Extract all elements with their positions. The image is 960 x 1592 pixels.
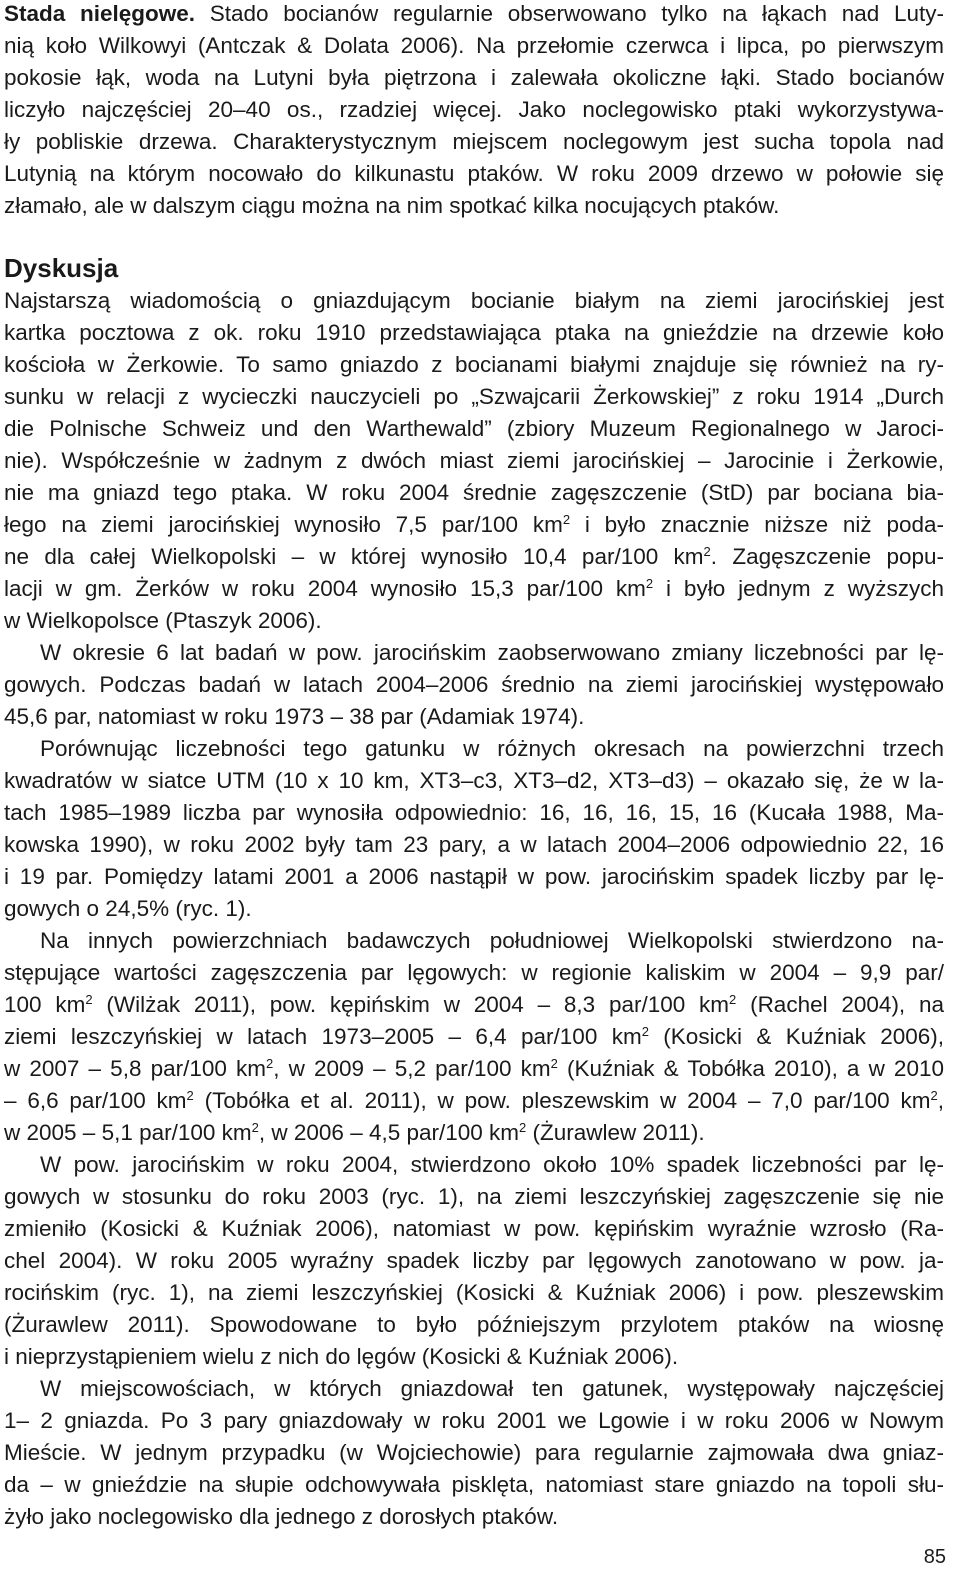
text-line: gowych w stosunku do roku 2003 (ryc. 1), na ziemi leszczyńskiej zagęszczenie się nie	[4, 1184, 944, 1209]
text-line: 100 $km^2$ (Wilżak 2011), pow. kępińskim w 2004 – 8,3 par/100 $km^2$ (Rachel 2004), na	[4, 992, 945, 1017]
text-line: Stada nielęgowe. Stado bocianów regularnie obserwowano tylko na łąkach nad Luty-	[4, 1, 944, 26]
text-line: rocińskim (ryc. 1), na ziemi leszczyńskiej (Kosicki & Kuźniak 2006) i pow. pleszewskim	[4, 1280, 944, 1305]
text-line: stępujące wartości zagęszczenia par lęgowych: w regionie kaliskim w 2004 – 9,9 par/	[4, 960, 944, 985]
text-line: W miejscowościach, w których gniazdował ten gatunek, występowały najczęściej	[40, 1376, 944, 1401]
text-line: (Żurawlew 2011). Spowodowane to było późniejszym przylotem ptaków na wiosnę	[4, 1312, 944, 1337]
text-line: lacji w gm. Żerków w roku 2004 wynosiło 15,3 par/100 $km^2$ i było jednym z wyższych	[4, 576, 944, 601]
text-line: nią koło Wilkowyi (Antczak & Dolata 2006). Na przełomie czerwca i lipca, po pierwszym	[4, 33, 944, 58]
text-line: W okresie 6 lat badań w pow. jarocińskim zaobserwowano zmiany liczebności par lę-	[40, 640, 944, 665]
text-line: nie). Współcześnie w żadnym z dwóch miast ziemi jarocińskiej – Jarocinie i Żerkowie,	[4, 448, 944, 473]
text-line: chel 2004). W roku 2005 wyraźny spadek liczby par lęgowych zanotowano w pow. ja-	[4, 1248, 944, 1273]
page-number: 85	[923, 1546, 946, 1568]
text-line: da – w gnieździe na słupie odchowywała pisklęta, natomiast stare gniazdo na topoli słu-	[4, 1472, 944, 1497]
section-lead-title: Stada nielęgowe.	[4, 1, 196, 26]
text-line: W pow. jarocińskim w roku 2004, stwierdzono około 10% spadek liczebności par lę-	[40, 1152, 944, 1177]
text-line: łego na ziemi jarocińskiej wynosiło 7,5 par/100 $km^2$ i było znacznie niższe niż poda-	[4, 512, 944, 537]
text-line: – 6,6 par/100 $km^2$ (Tobółka et al. 2011), w pow. pleszewskim w 2004 – 7,0 par/100 $km^2$,	[4, 1088, 944, 1113]
text-line: gowych. Podczas badań w latach 2004–2006 średnio na ziemi jarocińskiej występowało	[4, 672, 944, 697]
text-line: die Polnische Schweiz und den Warthewald” (zbiory Muzeum Regionalnego w Jaroci-	[4, 416, 944, 441]
text-line: kościoła w Żerkowie. To samo gniazdo z bocianami białymi znajduje się również na ry-	[4, 352, 944, 377]
text-line: ziemi leszczyńskiej w latach 1973–2005 – 6,4 par/100 $km^2$ (Kosicki & Kuźniak 2006),	[4, 1024, 944, 1049]
text-line: ne dla całej Wielkopolski – w której wynosiło 10,4 par/100 $km^2$. Zagęszczenie popu-	[4, 544, 945, 569]
text-line: kwadratów w siatce UTM (10 x 10 km, XT3–c3, XT3–d2, XT3–d3) – okazało się, że w la-	[4, 768, 944, 793]
text-line: zmieniło (Kosicki & Kuźniak 2006), natomiast w pow. kępińskim wyraźnie wzrosło (Ra-	[4, 1216, 944, 1241]
text-line: w Wielkopolsce (Ptaszyk 2006).	[4, 608, 322, 633]
text-line: Najstarszą wiadomością o gniazdującym bocianie białym na ziemi jarocińskiej jest	[4, 288, 944, 313]
text-line: Mieście. W jednym przypadku (w Wojciechowie) para regularnie zajmowała dwa gniaz-	[4, 1440, 944, 1465]
text-line: Lutynią na którym nocowało do kilkunastu ptaków. W roku 2009 drzewo w połowie się	[4, 161, 944, 186]
text-line: i 19 par. Pomiędzy latami 2001 a 2006 nastąpił w pow. jarocińskim spadek liczby par lę-	[4, 864, 944, 889]
text-line: kowska 1990), w roku 2002 były tam 23 pary, a w latach 2004–2006 odpowiednio 22, 16	[4, 832, 944, 857]
text-line: i nieprzystąpieniem wielu z nich do lęgów (Kosicki & Kuźniak 2006).	[4, 1344, 679, 1369]
text-line: ły pobliskie drzewa. Charakterystycznym miejscem noclegowym jest sucha topola nad	[4, 129, 944, 154]
text-line: 1– 2 gniazda. Po 3 pary gniazdowały w roku 2001 we Lgowie i w roku 2006 w Nowym	[4, 1408, 944, 1433]
section-heading: Dyskusja	[4, 253, 119, 283]
text-line: kartka pocztowa z ok. roku 1910 przedstawiająca ptaka na gnieździe na drzewie koło	[4, 320, 944, 345]
text-line: Porównując liczebności tego gatunku w różnych okresach na powierzchni trzech	[40, 736, 944, 761]
text-line: w 2005 – 5,1 par/100 $km^2$, w 2006 – 4,5 par/100 $km^2$ (Żurawlew 2011).	[4, 1120, 705, 1145]
text-line: żyło jako noclegowisko dla jednego z dorosłych ptaków.	[4, 1504, 559, 1529]
text-line: Na innych powierzchniach badawczych południowej Wielkopolski stwierdzono na-	[40, 928, 944, 953]
text-line: w 2007 – 5,8 par/100 $km^2$, w 2009 – 5,2 par/100 $km^2$ (Kuźniak & Tobółka 2010), a w 2010	[4, 1056, 944, 1081]
text-line: pokosie łąk, woda na Lutyni była piętrzona i zalewała okoliczne łąki. Stado bocianów	[4, 65, 944, 90]
text-line: sunku w relacji z wycieczki nauczycieli po „Szwajcarii Żerkowskiej” z roku 1914 „Durch	[4, 384, 944, 409]
text-line: gowych o 24,5% (ryc. 1).	[4, 896, 252, 921]
text-line: liczyło najczęściej 20–40 os., rzadziej więcej. Jako noclegowisko ptaki wykorzystywa-	[4, 97, 944, 122]
text-line: tach 1985–1989 liczba par wynosiła odpowiednio: 16, 16, 16, 15, 16 (Kucała 1988, Ma-	[4, 800, 944, 825]
text-line: nie ma gniazd tego ptaka. W roku 2004 średnie zagęszczenie (StD) par bociana bia-	[4, 480, 944, 505]
text-line: złamało, ale w dalszym ciągu można na nim spotkać kilka nocujących ptaków.	[4, 193, 780, 218]
text-line: 45,6 par, natomiast w roku 1973 – 38 par (Adamiak 1974).	[4, 704, 585, 729]
